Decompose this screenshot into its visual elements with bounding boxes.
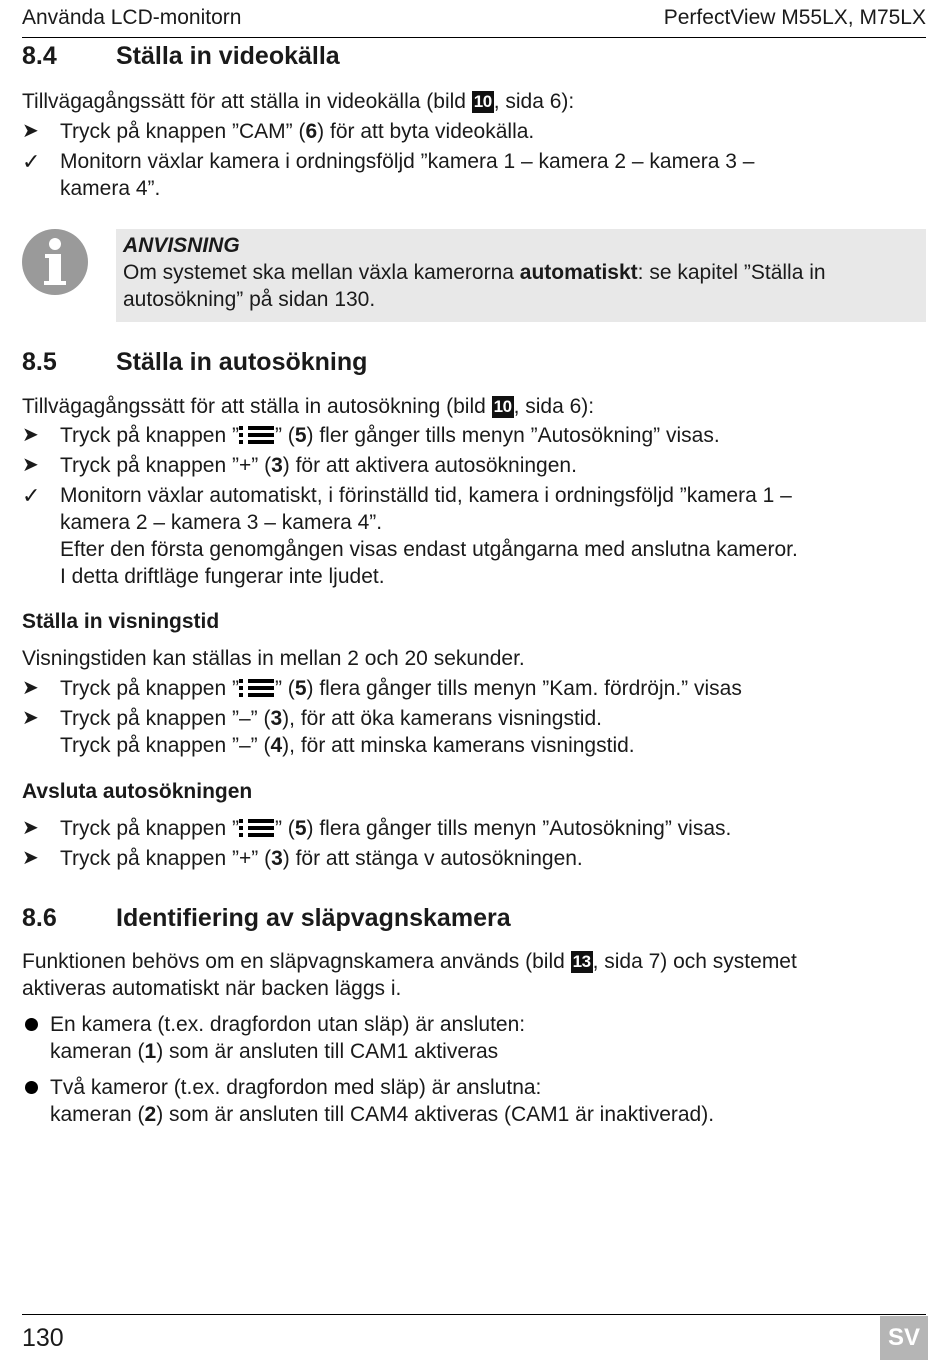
- arrow-icon: ➤: [22, 847, 39, 869]
- section-8-6-heading: 8.6 Identifiering av släpvagnskamera: [22, 904, 511, 932]
- list-item: ✓ Monitorn växlar kamera i ordningsföljd ”kamera 1 – kamera 2 – kamera 3 – kamera 4”.: [22, 149, 755, 200]
- arrow-icon: ➤: [22, 677, 39, 699]
- section-8-5-heading: 8.5 Ställa in autosökning: [22, 348, 368, 376]
- note-text: ANVISNING Om systemet ska mellan växla kamerorna automatiskt: se kapitel ”Ställa in autosökning” på sidan 130.: [123, 234, 826, 311]
- list-item: ➤ Tryck på knappen ”–” (3), för att öka kamerans visningstid. Tryck på knappen ”–” (4), för att minska kamerans visningstid.: [22, 707, 635, 757]
- arrow-icon: ➤: [22, 707, 39, 729]
- visningstid-intro: Visningstiden kan ställas in mellan 2 och 20 sekunder.: [22, 647, 525, 670]
- menu-icon: [239, 425, 275, 445]
- list-item: ➤ Tryck på knappen ”+” (3) för att aktivera autosökningen.: [22, 454, 577, 477]
- section-8-4-heading: 8.4 Ställa in videokälla: [22, 42, 340, 70]
- arrow-icon: ➤: [22, 817, 39, 839]
- header-rule: [22, 37, 926, 38]
- note-title: ANVISNING: [123, 234, 240, 257]
- menu-icon: [239, 818, 275, 838]
- list-item: Två kameror (t.ex. dragfordon med släp) är anslutna: kameran (2) som är ansluten till CAM4 aktiveras (CAM1 är inaktiverad).: [22, 1074, 922, 1128]
- menu-icon: [239, 678, 275, 698]
- figure-badge: 10: [473, 92, 492, 111]
- arrow-icon: ➤: [22, 120, 39, 142]
- figure-badge: 13: [572, 952, 591, 971]
- list-item: ➤ Tryck på knappen ” ” (5) flera gånger tills menyn ”Kam. fördröjn.” visas: [22, 677, 742, 700]
- bullet-icon: [25, 1081, 38, 1094]
- bullet-icon: [25, 1018, 38, 1031]
- visningstid-heading: Ställa in visningstid: [22, 610, 220, 633]
- section-8-6-intro: Funktionen behövs om en släpvagnskamera används (bild 13, sida 7) och systemet aktiveras automatiskt när backen läggs i.: [22, 950, 797, 1000]
- list-item: ➤ Tryck på knappen ”+” (3) för att stänga v autosökningen.: [22, 847, 583, 870]
- figure-badge: 10: [493, 397, 512, 416]
- running-header-right: PerfectView M55LX, M75LX: [663, 6, 926, 29]
- arrow-icon: ➤: [22, 424, 39, 446]
- check-icon: ✓: [22, 483, 41, 508]
- check-icon: ✓: [22, 149, 41, 174]
- info-icon: [22, 229, 88, 295]
- language-tab: SV: [880, 1316, 928, 1360]
- list-item: En kamera (t.ex. dragfordon utan släp) är ansluten: kameran (1) som är ansluten till CAM1 aktiveras: [22, 1011, 922, 1065]
- arrow-icon: ➤: [22, 454, 39, 476]
- running-header-left: Använda LCD-monitorn: [22, 6, 242, 29]
- section-8-4-intro: Tillvägagångssätt för att ställa in videokälla (bild 10, sida 6):: [22, 90, 575, 113]
- list-item: ➤ Tryck på knappen ” ” (5) fler gånger tills menyn ”Autosökning” visas.: [22, 424, 720, 447]
- page-number: 130: [22, 1324, 64, 1352]
- list-item: ✓ Monitorn växlar automatiskt, i förinställd tid, kamera i ordningsföljd ”kamera 1 – kamera 2 – kamera 3 – kamera 4”. Efter den första genomgången visas endast utgångarna med anslutna kameror. I detta driftläge fungerar inte ljudet.: [22, 483, 798, 588]
- list-item: ➤ Tryck på knappen ”CAM” (6) för att byta videokälla.: [22, 120, 535, 143]
- footer-rule: [22, 1314, 926, 1315]
- list-item: ➤ Tryck på knappen ” ” (5) flera gånger tills menyn ”Autosökning” visas.: [22, 817, 732, 840]
- section-8-5-intro: Tillvägagångssätt för att ställa in autosökning (bild 10, sida 6):: [22, 395, 595, 418]
- avsluta-heading: Avsluta autosökningen: [22, 780, 253, 803]
